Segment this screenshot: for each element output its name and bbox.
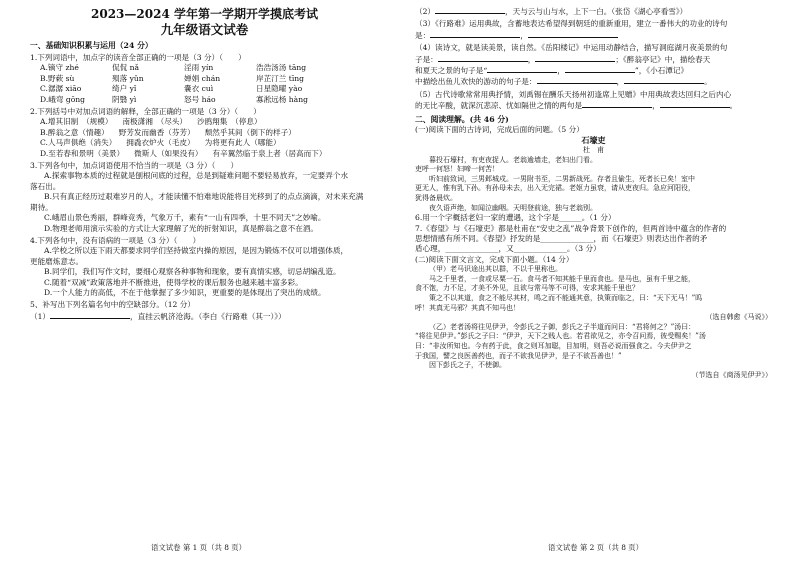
passage-b-line: 因下彭氏之子，不使御。 [429,361,506,370]
passage-a-line: 马之千里者，一食或尽粟一石。食马者不知其能千里而食也。是马也，虽有千里之能， [429,274,695,283]
q6-stem: 6.用一个字概括老妇一家的遭遇，这个字是______。（1 分） [415,213,616,223]
q3-option-a: A.探索事物本质的过程就是刨根问底的过程，总是到疑难问题不要轻易放弃，一定要弄个水 [44,171,349,181]
answer-blank[interactable] [624,76,704,84]
poem-line: 听妇前致词，三男邺城戍。一男附书至，二男新战死。存者且偷生，死者长已矣！室中 [429,174,695,183]
answer-blank[interactable] [582,100,652,108]
passage-a-line: 呼！其真无马邪？其真不知马也！ [415,303,520,312]
q7-stem-cont: 思想情感有所不同。《春望》抒发的是______________，而《石壕吏》则表达出作者的矛 [415,234,708,244]
poem-title: 石壕吏 [581,135,606,146]
passage-b-line: 曰：“非汝所知也。今有药于此，食之则耳加聪，目加明，则吾必说而强食之。今夫伊尹之 [415,342,692,350]
poem-author: 杜 甫 [583,146,604,155]
answer-blank[interactable] [487,65,557,73]
q5-line-2: （2） ，天与云与山与水，上下一白。（张岱《湖心亭看雪》） [415,7,688,16]
poem-line: 更无人，惟有乳下孙。有孙母未去，出入无完裙。老妪力虽衰，请从吏夜归。急应河阳役， [415,184,695,193]
answer-blank[interactable] [438,54,528,62]
q1-option-c: C.潺潺 xiāo 绮户 yǐ 嚢衣 cuì 日星隐曜 yào [40,84,303,94]
passage-a-line: （甲）老马识途出其以群，不以千里称也。 [429,265,562,274]
q5-line-4-d: 中描绘出鱼儿欢快的游动的句子是： ， 。 [415,77,712,87]
reading-1-instructions: (一)阅读下面的古诗词，完成后面的问题。（5 分） [415,124,584,134]
q3-option-d: D.物理老师用演示实验的方式让大家理解了光的折射知识，真是醉翁之意不在酒。 [44,223,319,233]
answer-blank[interactable] [430,30,520,38]
q5-line-1: （1） ，直挂云帆济沧海。（李白《行路难（其一）》） [30,311,286,321]
passage-b-line: “将往见伊尹。”彭氏之子曰：“伊尹，天下之贱人也。若君欲见之，亦令召问焉，彼受赐矣！”汤 [415,332,706,341]
answer-blank[interactable] [528,30,618,38]
poem-line: 夜久语声绝，如闻泣幽咽。天明登前途，独与老翁别。 [429,203,597,212]
q3-option-b-cont: 期待。 [30,202,53,212]
section-1-heading: 一、基础知识积累与运用（24 分） [30,41,153,50]
q2-option-d: D.至若春和景明（美景） 微斯人（如果没有） 有辛翼然临于泉上者（居高而下） [40,148,327,158]
answer-blank[interactable] [660,100,730,108]
answer-blank[interactable] [537,76,617,84]
answer-blank[interactable] [565,65,635,73]
exam-subtitle: 九年级语文试卷 [160,22,249,37]
q5-line-3-answer: 是： ， [415,30,772,41]
answer-blank[interactable] [435,6,505,14]
q5-line-4-c: 和夏天之景的句子是“ ， ”，《小石潭记》 [415,66,689,76]
q4-stem: 4.下列各句中，没有语病的一项是（3 分）（ ） [30,235,201,245]
passage-a-line: 食不饱，力不足，才美不外见，且欲与常马等不可得，安求其能千里也？ [415,284,639,293]
q4-option-d: D.一个人能力的高低，不在于他掌握了多少知识，更重要的是体现出了突出的成绩。 [44,287,326,297]
answer-blank[interactable] [50,311,130,319]
poem-line: 犹得备晨炊。 [415,194,457,203]
q1-option-d: D.峨弯 gōng 阴翳 yì 怒号 háo 寡淞远杨 hàng [40,94,308,104]
q4-option-a: A.学校之所以连下雨天都要求同学们坚持做室内操的原因，是因为锻炼不仅可以增强体质， [44,246,349,256]
exam-page-2 [397,0,794,561]
q2-option-a: A.增其旧制 （规模） 南极潇湘 （尽头） 沙鸥翔集 （停息） [40,117,262,127]
poem-line: 暮投石壕村，有吏夜捉人。老翁逾墙走，老妇出门看。 [429,155,597,164]
poem-line: 吏呼一何怒！妇啼一何苦！ [415,165,499,174]
q1-stem: 1.下列词语中，加点字的读音全部正确的一项是（3 分）（ ） [30,53,246,62]
q7-stem: 7.《春望》与《石壕吏》都是杜甫在“安史之乱”战争背景下创作的，但两首诗中蕴含的作者的 [415,223,727,233]
passage-b-line: 于我国，譬之良医善药也，而子不欲我见伊尹，是子不欲吾善也！” [415,351,622,360]
q3-option-c: C.峨眉山景色秀丽，群峰竞秀，气象万千，素有“一山有四季，十里不同天”之妙喻。 [44,213,326,223]
q7-stem-cont: 盾心理，______________，又______________。（3 分） [415,244,601,254]
q5-line-5: （5）古代诗歌常常用典抒情，刘禹锡在酬乐天扬州初逢席上见赠》中用典故表达回归之后内心 [415,89,732,99]
q2-option-c: C.人马声俱绝（消失） 拥毳衣炉火（毛皮） 为将更有此人（哪能） [40,138,281,148]
q3-option-a-cont: 落石出。 [30,181,61,191]
passage-a-source: （选自韩愈《马说》） [705,313,772,322]
q4-option-a-cont: 更能磨炼意志。 [30,256,84,266]
q2-option-b: B.醉翁之意（情趣） 野芳发而幽香（芬芳） 颓然乎其间（倒下的样子） [40,127,296,137]
passage-b-source: （节选自《商汤见伊尹》） [691,370,772,379]
passage-a-line: 策之不以其道，食之不能尽其材，鸣之而不能通其意，执策而临之，曰：“天下无马！”呜 [429,294,703,303]
q5-line-4-b: 子是： ， ；《醉翁亭记》中，描绘春天 [415,54,711,64]
page-2-footer: 语文试卷 第 2 页（共 8 页） [547,543,644,552]
page-1-footer: 语文试卷 第 1 页（共 8 页） [150,543,247,552]
q2-stem: 2.下列括号中对加点词语的解释，全部正确的一项是（3 分）（ ） [30,107,261,117]
q5-stem: 5、补写出下列名篇名句中的空缺部分。（12 分） [30,300,195,310]
q1-option-b: B.野蔌 sù 殒落 yǔn 婵娟 chán 岸芷汀兰 tīng [40,73,305,83]
q3-stem: 3.下列各句中，加点词语使用不恰当的一项是（3 分）（ ） [30,161,239,171]
q5-line-5-b: 的无比辛酸，就深沉悲凉、忧如隔世之情的两句是 ， 。 [415,101,738,111]
reading-2-instructions: (二)阅读下面文言文，完成下面小题。（14 分） [415,254,574,264]
section-2-heading: 二、阅读理解。(共 46 分) [415,114,509,124]
passage-b-line: （乙）老者汤将往见伊尹，令彭氏之子御，彭氏之子半道而问曰：“君将何之？”汤曰： [429,322,696,331]
q4-option-c: C.随着“双减”政策落地并不断推进，使得学校的课后服务也越来越丰富多彩。 [44,277,303,287]
q4-option-b: B.同学们，我们写作文时，要细心观察各种事物和现象，要有真情实感，切忌胡编乱造。 [44,267,341,277]
q3-option-b: B.只有真正经历过艰难岁月的人，才能读懂不怕难地说能将目光移到了的点点滴滴，对未来充满 [44,192,364,202]
exam-title: 2023—2024 学年第一学期开学摸底考试 [91,7,318,21]
answer-blank[interactable] [535,54,615,62]
q5-line-3: （3）《行路难》运用典故，含蓄地表达希望得到朝廷的重新重用，建立一番伟大的功业的诗句 [415,19,728,29]
q1-option-a: A.镝守 zhé 侃侃 nǎ 淫雨 yín 浩浩汤汤 tāng [40,63,307,73]
q5-line-4: （4）读诗文，就是读美景，读自然。《岳阳楼记》中运用动静结合，描写洞庭湖月夜美景的句 [415,43,728,53]
